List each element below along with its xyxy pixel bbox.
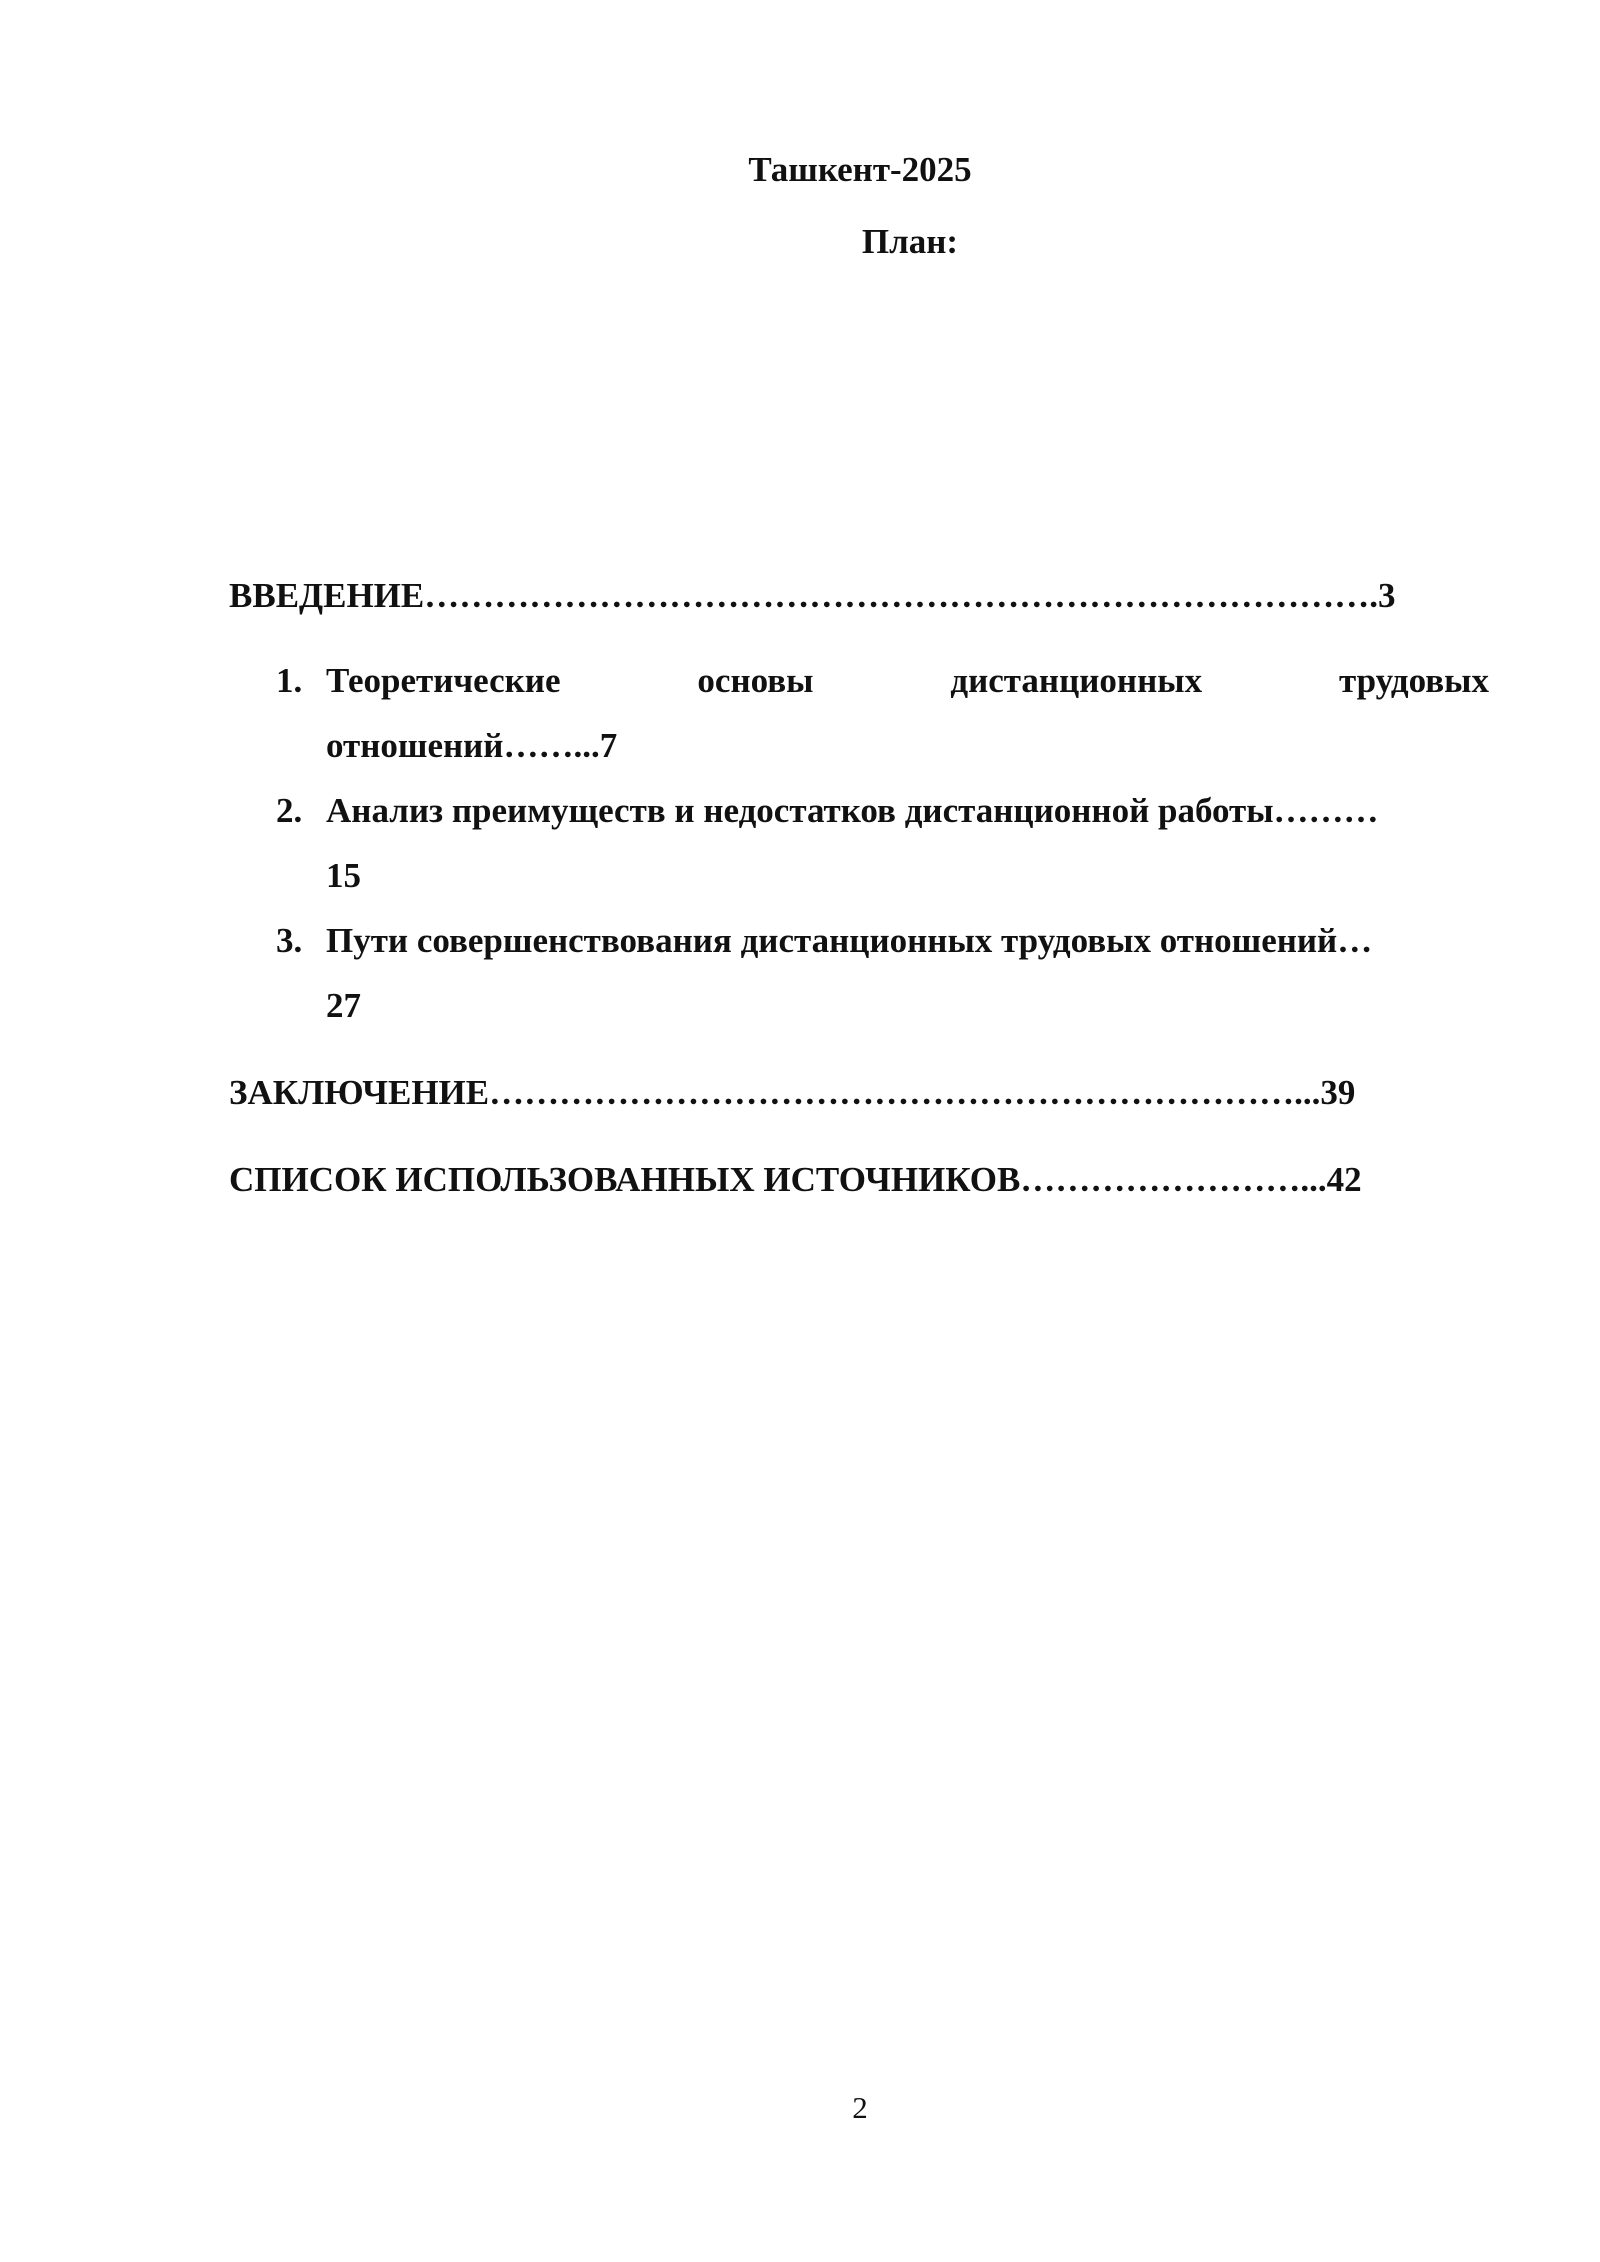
toc-item-number: 2. <box>276 791 303 830</box>
toc-end-block <box>229 1060 1489 1234</box>
word: Теоретические <box>326 661 561 700</box>
toc-intro: ВВЕДЕНИЕ……………………………………………………………………….3 <box>229 576 1396 615</box>
word: дистанционных <box>950 661 1203 700</box>
word: трудовых <box>1338 661 1489 700</box>
toc-numbered-list <box>229 648 1489 1038</box>
word: основы <box>697 661 814 700</box>
toc-item-line-2: 15 <box>326 856 361 895</box>
toc-sources: СПИСОК ИСПОЛЬЗОВАННЫХ ИСТОЧНИКОВ……………………...42 <box>229 1160 1362 1199</box>
toc-item-number: 3. <box>276 921 303 960</box>
toc-item-3 <box>229 908 1489 1038</box>
toc-item-line: Анализ преимуществ и недостатков дистанционной работы……… <box>326 791 1379 830</box>
page-number: 2 <box>852 2090 868 2125</box>
toc-item-line-2: отношений……...7 <box>326 726 618 765</box>
toc-item-number: 1. <box>276 661 303 700</box>
toc-item-line: Пути совершенствования дистанционных трудовых отношений… <box>326 921 1373 960</box>
city-year-heading: Ташкент-2025 <box>748 150 972 189</box>
toc-intro-block <box>229 563 1489 628</box>
plan-heading: План: <box>861 222 959 261</box>
toc-item-1 <box>229 648 1489 778</box>
toc-item-line-2: 27 <box>326 986 361 1025</box>
toc-conclusion: ЗАКЛЮЧЕНИЕ……………………………………………………………...39 <box>229 1073 1356 1112</box>
toc-item-line <box>326 648 1489 713</box>
toc-item-2 <box>229 778 1489 908</box>
